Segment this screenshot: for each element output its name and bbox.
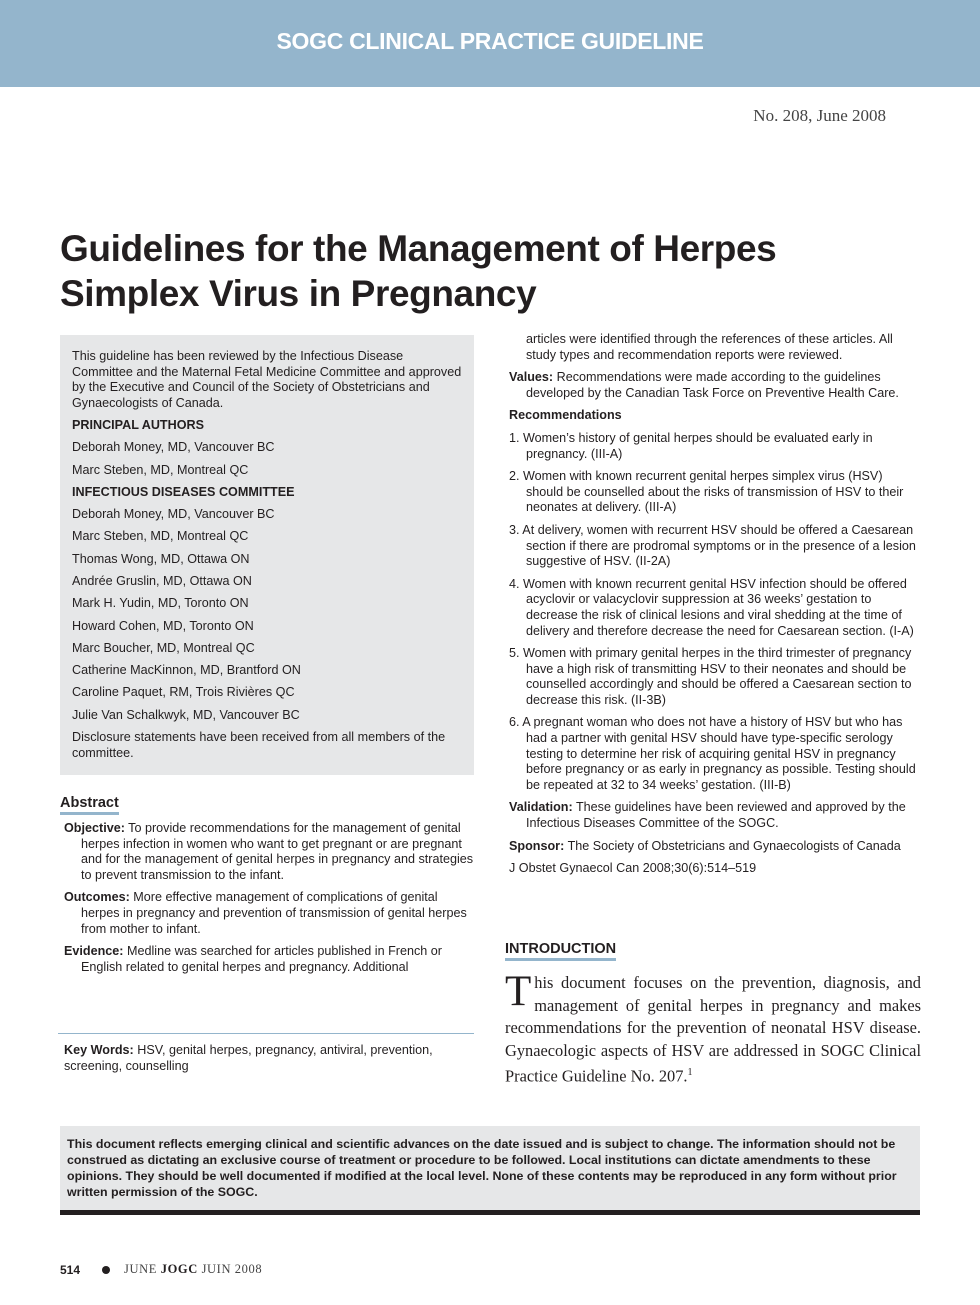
committee-member: Caroline Paquet, RM, Trois Rivières QC bbox=[72, 685, 295, 700]
committee-heading: INFECTIOUS DISEASES COMMITTEE bbox=[72, 484, 295, 499]
objective-text: To provide recommendations for the management of genital herpes infection in women who want to get pregnant or are pregnant and for the management of genital herpes in pregnancy and strategies to prevent transmission to the infant. bbox=[81, 821, 474, 882]
recommendation-item: 5. Women with primary genital herpes in the third trimester of pregnancy have a high risk of transmitting HSV to their neonates and should be counselled accordingly and should be offered a Caesarean section to decrease this risk. (II-3B) bbox=[509, 646, 912, 707]
review-statement: This guideline has been reviewed by the Infectious Disease Committee and the Maternal Fetal Medicine Committee and approved by the Executive and Council of the Society of Obstetricians and Gynaecologists of Canada. bbox=[72, 349, 462, 410]
journal-title: JOGC bbox=[160, 1262, 198, 1276]
recommendation-item: 6. A pregnant woman who does not have a history of HSV but who has had a partner with genital HSV should have type-specific serology testing to determine her risk of acquiring genital HSV in pregnancy before pregnancy or as early in pregnancy as possible. Testing should be repeated at 32 to 34 weeks’ gestation. (III-B) bbox=[509, 715, 916, 792]
article-title bbox=[60, 226, 920, 316]
author-entry: Marc Steben, MD, Montreal QC bbox=[72, 462, 249, 477]
committee-member: Andrée Gruslin, MD, Ottawa ON bbox=[72, 574, 252, 589]
objective-label: Objective: bbox=[64, 821, 125, 835]
committee-member: Marc Steben, MD, Montreal QC bbox=[72, 529, 249, 544]
header-banner bbox=[0, 0, 980, 87]
disclaimer-text: This document reflects emerging clinical and scientific advances on the date issued and is subject to change. The information should not be construed as dictating an exclusive course of treatment or procedure to be followed. Local institutions can dictate amendments to these opinions. They should be well documented if modified at the local level. None of these contents may be reproduced in any form without prior written permission of the SOGC. bbox=[67, 1137, 897, 1199]
sponsor-text: The Society of Obstetricians and Gynaecologists of Canada bbox=[567, 838, 901, 853]
introduction-text bbox=[505, 968, 921, 1088]
recommendation-item: 3. At delivery, women with recurrent HSV should be offered a Caesarean section if there are prodromal symptoms or in the presence of a lesion suggestive of HSV. (II-2A) bbox=[509, 522, 916, 569]
evidence-paragraph bbox=[64, 944, 474, 975]
journal-month-fr: JUIN 2008 bbox=[201, 1262, 263, 1276]
evidence-text: Medline was searched for articles published in French or English related to genital herpes and pregnancy. Additional bbox=[81, 944, 442, 974]
evidence-label: Evidence: bbox=[64, 944, 124, 959]
journal-name bbox=[124, 1262, 262, 1277]
keywords bbox=[64, 1043, 474, 1074]
recommendation-item: 2. Women with known recurrent genital herpes simplex virus (HSV) should be counselled about the risks of transmission of HSV to their neonates at delivery. (III-A) bbox=[509, 469, 904, 515]
disclosure-statement: Disclosure statements have been received from all members of the committee. bbox=[72, 730, 446, 760]
principal-authors-heading: PRINCIPAL AUTHORS bbox=[72, 418, 205, 433]
objective-paragraph bbox=[64, 821, 474, 883]
keywords-text: HSV, genital herpes, pregnancy, antiviral, prevention, screening, counselling bbox=[64, 1043, 433, 1073]
values-text: Recommendations were made according to the guidelines developed by the Canadian Task Force on Preventive Health Care. bbox=[526, 370, 899, 400]
author-entry: Deborah Money, MD, Vancouver BC bbox=[72, 440, 275, 455]
abstract-right bbox=[509, 332, 919, 884]
values-label: Values: bbox=[509, 370, 554, 385]
recommendation-item: 1. Women’s history of genital herpes should be evaluated early in pregnancy. (III-A) bbox=[509, 430, 873, 461]
disclaimer-box bbox=[60, 1126, 920, 1215]
committee-member: Mark H. Yudin, MD, Toronto ON bbox=[72, 596, 249, 611]
page-number: 514 bbox=[60, 1262, 81, 1277]
journal-month-en: JUNE bbox=[124, 1262, 157, 1276]
page-footer bbox=[60, 1262, 262, 1277]
reference-marker: 1 bbox=[687, 1067, 693, 1079]
author-info-box bbox=[60, 335, 474, 775]
values-paragraph bbox=[509, 370, 919, 401]
bullet-icon bbox=[102, 1266, 110, 1274]
recommendation-item: 4. Women with known recurrent genital HSV infection should be offered acyclovir or valacyclovir suppression at 36 weeks’ gestation to decrease the risk of clinical lesions and viral shedding at the time of delivery and therefore decrease the need for Caesarean section. (I-A) bbox=[509, 576, 914, 638]
evidence-continued: articles were identified through the references of these articles. All study types and recommendation reports were reviewed. bbox=[526, 332, 893, 362]
introduction-heading: INTRODUCTION bbox=[505, 941, 616, 961]
outcomes-paragraph bbox=[64, 890, 474, 937]
outcomes-text: More effective management of complications of genital herpes in pregnancy and prevention of transmission of genital herpes from mother to infant. bbox=[81, 890, 467, 936]
drop-cap: T bbox=[505, 968, 532, 1015]
committee-member: Thomas Wong, MD, Ottawa ON bbox=[72, 551, 250, 566]
keywords-divider bbox=[58, 1033, 474, 1034]
committee-member: Catherine MacKinnon, MD, Brantford ON bbox=[72, 663, 301, 678]
introduction-body: his document focuses on the prevention, diagnosis, and management of genital herpes in pregnancy and makes recommendations for the prevention of neonatal HSV disease. Gynaecologic aspects of HSV are addressed in SOGC Clinical Practice Guideline No. 207. bbox=[505, 973, 921, 1086]
outcomes-label: Outcomes: bbox=[64, 890, 130, 905]
keywords-label: Key Words: bbox=[64, 1043, 134, 1057]
title-line-2: Simplex Virus in Pregnancy bbox=[60, 273, 537, 314]
committee-member: Julie Van Schalkwyk, MD, Vancouver BC bbox=[72, 707, 300, 722]
validation-label: Validation: bbox=[509, 800, 573, 815]
abstract-heading: Abstract bbox=[60, 795, 119, 815]
sponsor-label: Sponsor: bbox=[509, 838, 565, 853]
abstract-left bbox=[64, 821, 474, 982]
validation-paragraph bbox=[509, 800, 919, 831]
validation-text: These guidelines have been reviewed and approved by the Infectious Diseases Committee of the SOGC. bbox=[526, 800, 906, 831]
banner-title: SOGC CLINICAL PRACTICE GUIDELINE bbox=[276, 28, 704, 54]
issue-number: No. 208, June 2008 bbox=[753, 106, 886, 125]
title-line-1: Guidelines for the Management of Herpes bbox=[60, 228, 777, 269]
citation: J Obstet Gynaecol Can 2008;30(6):514–519 bbox=[509, 861, 757, 876]
committee-member: Howard Cohen, MD, Toronto ON bbox=[72, 618, 254, 633]
sponsor-paragraph bbox=[509, 839, 919, 855]
recommendations-heading: Recommendations bbox=[509, 408, 622, 423]
committee-member: Deborah Money, MD, Vancouver BC bbox=[72, 507, 275, 522]
committee-member: Marc Boucher, MD, Montreal QC bbox=[72, 640, 255, 655]
